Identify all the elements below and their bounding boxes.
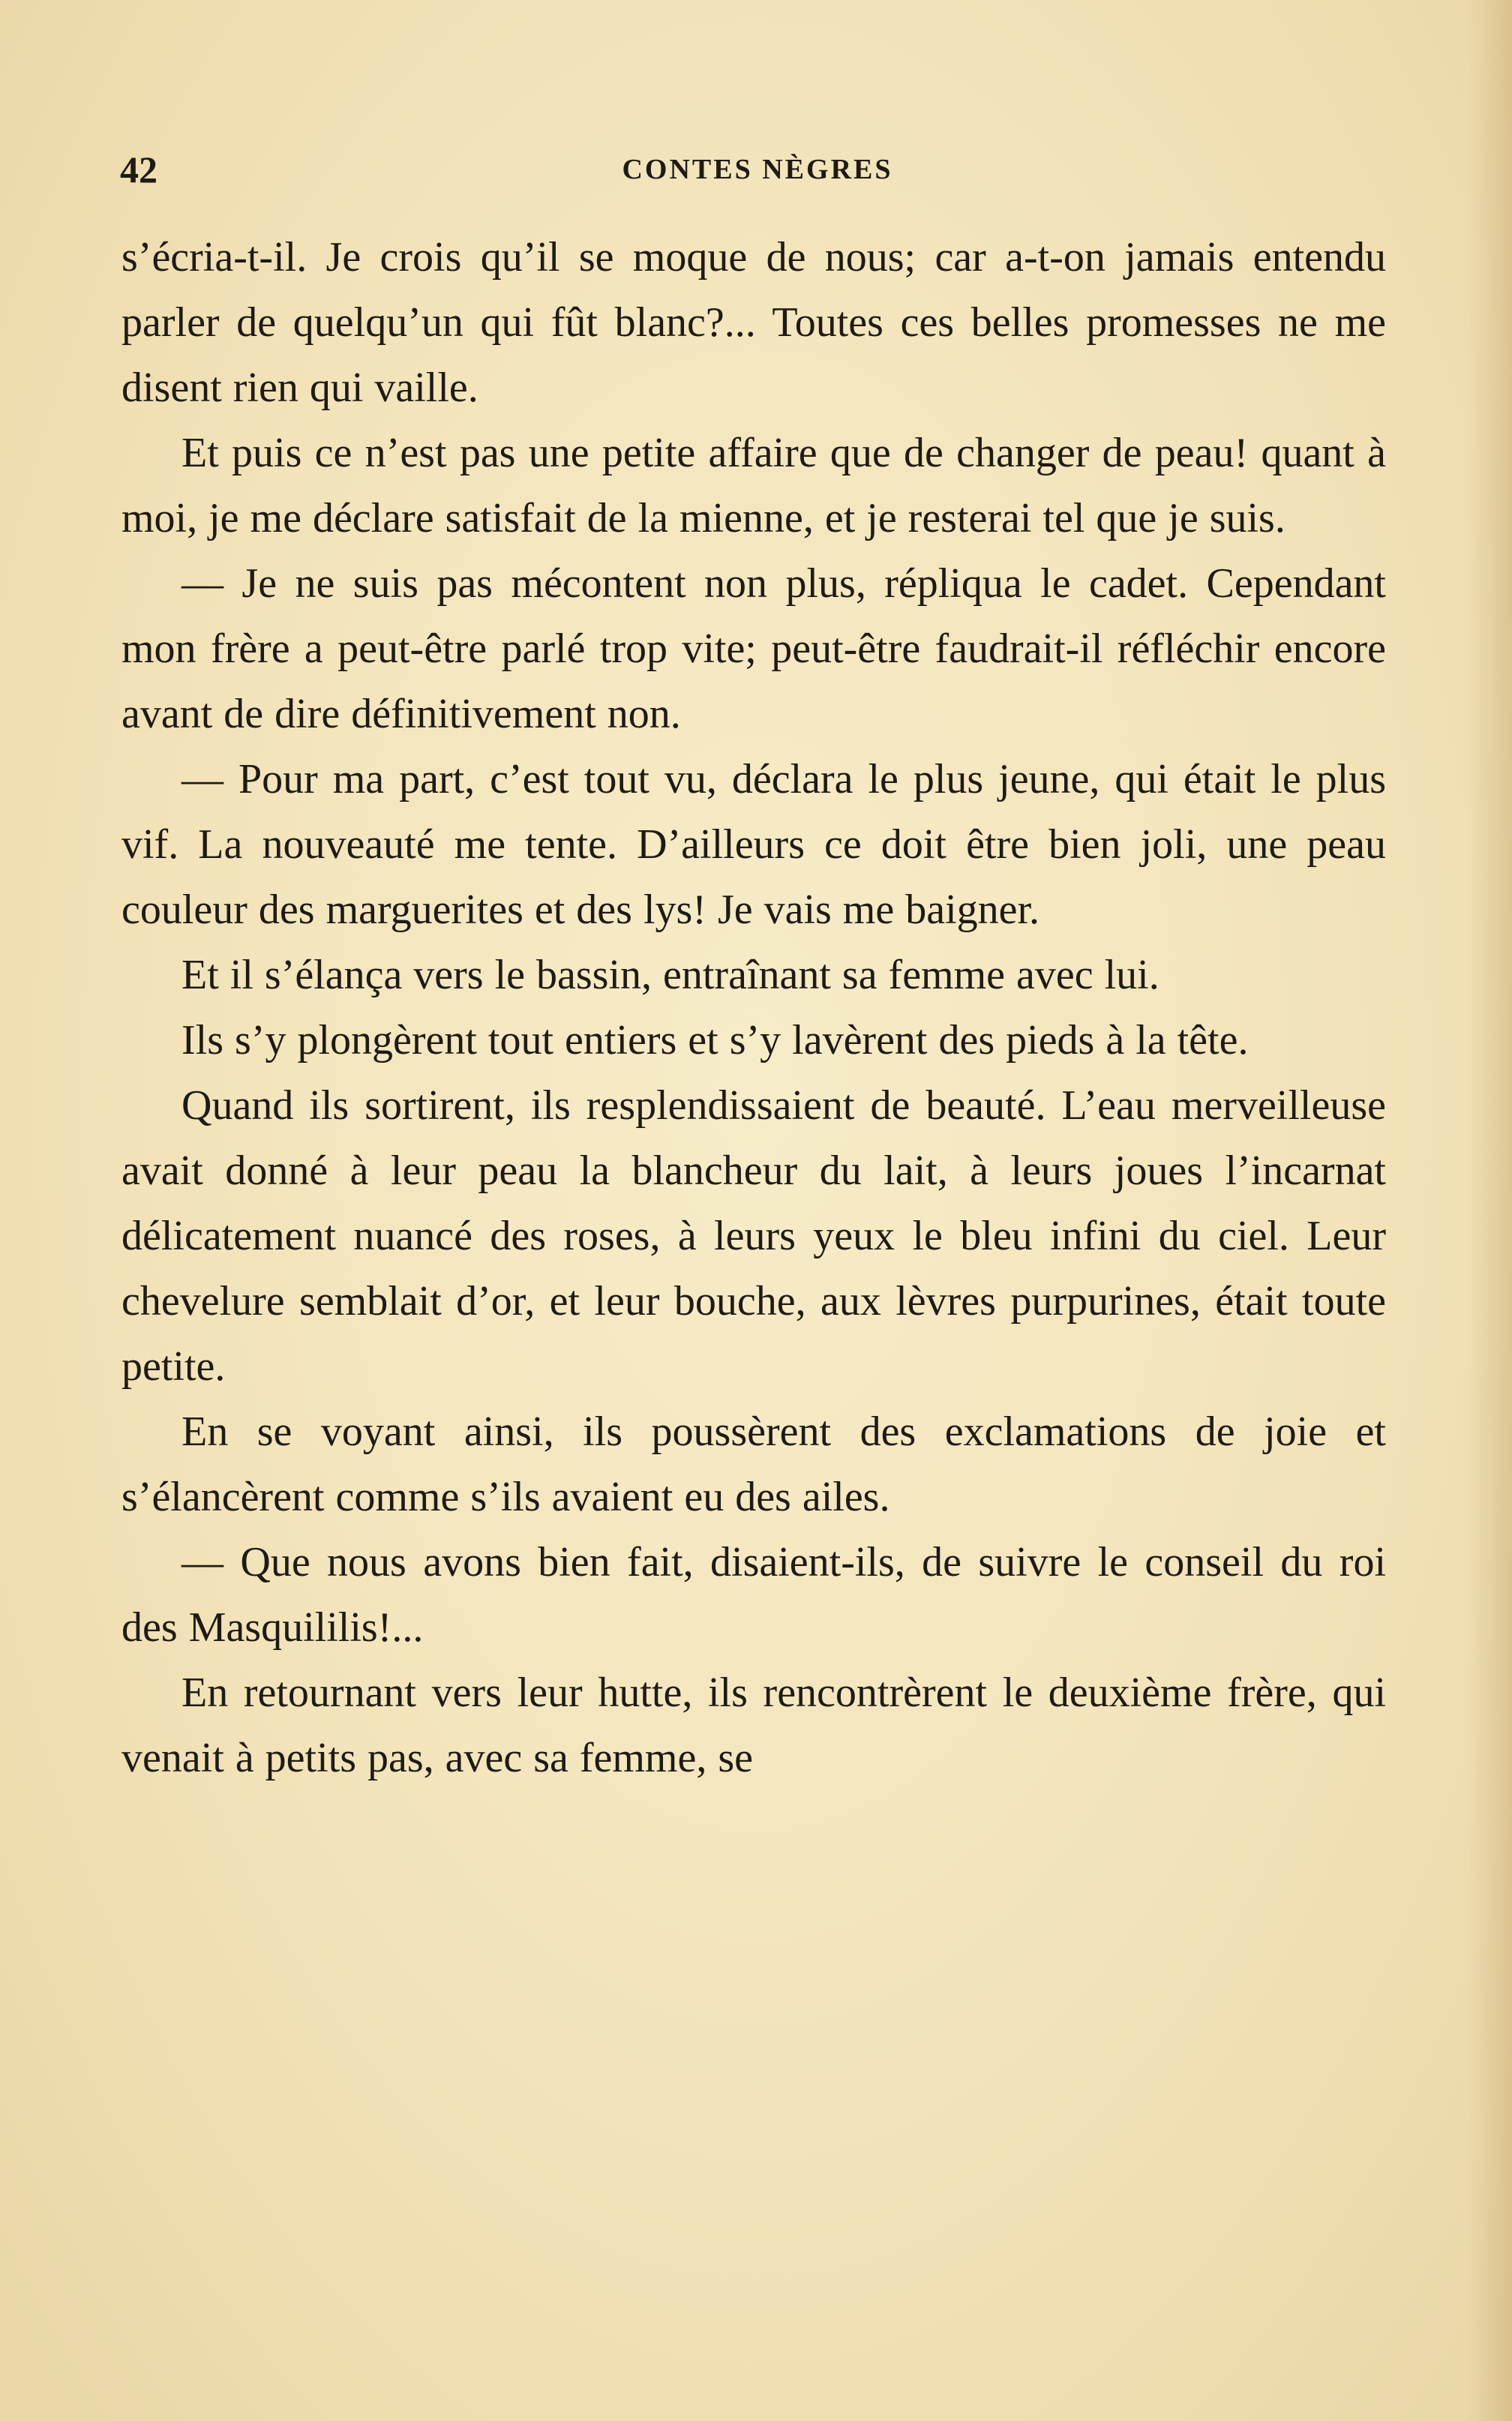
paragraph-9: — Que nous avons bien fait, disaient-ils, de suivre le conseil du roi des Masquililis!... [122,1539,1386,1651]
paragraph-8: En se voyant ainsi, ils poussèrent des exclamations de joie et s’élancèrent comme s’ils avaient eu des ailes. [122,1408,1386,1520]
paragraph-3: — Je ne suis pas mécontent non plus, répliqua le cadet. Cependant mon frère a peut-être parlé trop vite; peut-être faudrait-il réfléchir encore avant de dire définitivement non. [122,560,1386,737]
paragraph-10: En retournant vers leur hutte, ils rencontrèrent le deuxième frère, qui venait à petits pas, avec sa femme, se [122,1670,1386,1781]
book-title: CONTES NÈGRES [622,154,893,185]
paragraph-7: Quand ils sortirent, ils resplendissaient de beauté. L’eau merveilleuse avait donné à leur peau la blancheur du lait, à leurs joues l’incarnat délicatement nuancé des roses, à leurs yeux le bleu infini du ciel. Leur chevelure semblait d’or, et leur bouche, aux lèvres purpurines, était toute petite. [122,1082,1386,1390]
paragraph-5: Et il s’élança vers le bassin, entraînant sa femme avec lui. [182,952,1160,998]
page-edge-shadow [1467,0,1512,2421]
running-head [120,147,1395,192]
body-text [122,225,1386,1791]
paragraph-1: s’écria-t-il. Je crois qu’il se moque de nous; car a-t-on jamais entendu parler de quelqu’un qui fût blanc?... Toutes ces belles promesses ne me disent rien qui vaille. [122,234,1386,411]
paragraph-2: Et puis ce n’est pas une petite affaire que de changer de peau! quant à moi, je me déclare satisfait de la mienne, et je resterai tel que je suis. [122,430,1386,542]
paragraph-6: Ils s’y plongèrent tout entiers et s’y lavèrent des pieds à la tête. [182,1017,1249,1064]
page-number: 42 [120,148,158,190]
paragraph-4: — Pour ma part, c’est tout vu, déclara le plus jeune, qui était le plus vif. La nouveauté me tente. D’ailleurs ce doit être bien joli, une peau couleur des marguerites et des lys! Je vais me baigner. [122,756,1386,933]
